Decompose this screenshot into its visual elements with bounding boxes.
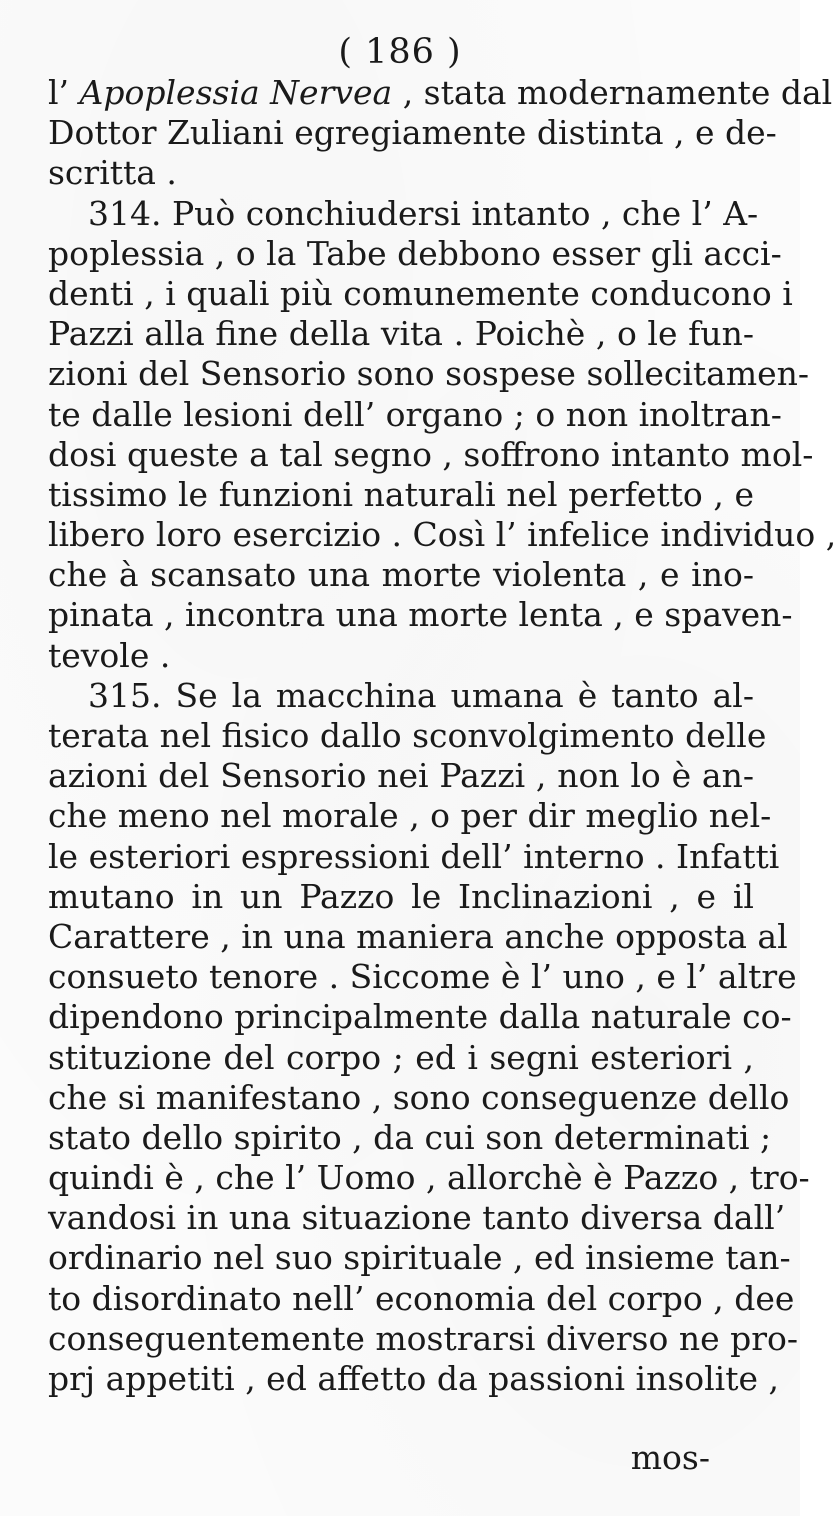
text-line: azioni del Sensorio nei Pazzi , non lo è an- bbox=[48, 756, 754, 796]
text-line: stituzione del corpo ; ed i segni esteriori , bbox=[48, 1037, 754, 1077]
text-line: tevole . bbox=[48, 635, 171, 675]
text-line: l’ Apoplessia Nervea , stata modernamente dal bbox=[48, 73, 833, 112]
text-line: che si manifestano , sono conseguenze dello bbox=[48, 1077, 790, 1117]
text-line: poplessia , o la Tabe debbono esser gli acci- bbox=[48, 233, 782, 273]
text-line: to disordinato nell’ economia del corpo , dee bbox=[48, 1278, 795, 1318]
text-line: vandosi in una situazione tanto diversa dall’ bbox=[48, 1198, 786, 1238]
text-line: prj appetiti , ed affetto da passioni insolite , bbox=[48, 1359, 780, 1398]
text-line: le esteriori espressioni dell’ interno . Infatti bbox=[48, 836, 780, 876]
paragraph-315-start: 315. Se la macchina umana è tanto al- bbox=[88, 675, 754, 715]
text-line: conseguentemente mostrarsi diverso ne pro- bbox=[48, 1318, 799, 1358]
page-number: ( 186 ) bbox=[338, 32, 462, 72]
text-line: che à scansato una morte violenta , e ino- bbox=[48, 555, 754, 595]
text-line: stato dello spirito , da cui son determinati ; bbox=[48, 1117, 772, 1157]
text-line: Carattere , in una maniera anche opposta al bbox=[48, 916, 788, 956]
text-line: pinata , incontra una morte lenta , e spaven- bbox=[48, 595, 793, 635]
text-line: che meno nel morale , o per dir meglio nel- bbox=[48, 796, 772, 836]
text-line: dosi queste a tal segno , soffrono intanto mol- bbox=[48, 434, 814, 474]
text-line: libero loro esercizio . Così l’ infelice individuo , bbox=[48, 515, 836, 555]
text-line: denti , i quali più comunemente conducono i bbox=[48, 273, 793, 313]
text-line: tissimo le funzioni naturali nel perfetto , e bbox=[48, 474, 754, 514]
text-line: te dalle lesioni dell’ organo ; o non inoltran- bbox=[48, 394, 782, 434]
text-line: dipendono principalmente dalla naturale co- bbox=[48, 997, 792, 1037]
text-line: zioni del Sensorio sono sospese sollecitamen- bbox=[48, 354, 810, 394]
text-line: terata nel fisico dallo sconvolgimento delle bbox=[48, 716, 767, 755]
text-line: scritta . bbox=[48, 153, 177, 193]
text-line: Dottor Zuliani egregiamente distinta , e de- bbox=[48, 113, 777, 153]
text-line: ordinario nel suo spirituale , ed insieme tan- bbox=[48, 1238, 791, 1278]
paragraph-314-start: 314. Può conchiudersi intanto , che l’ A- bbox=[88, 193, 759, 233]
body-text bbox=[48, 73, 836, 1399]
text-line: Pazzi alla fine della vita . Poichè , o le fun- bbox=[48, 314, 754, 354]
catchword: mos- bbox=[630, 1438, 710, 1477]
text-line: consueto tenore . Siccome è l’ uno , e l’ altre bbox=[48, 957, 797, 997]
text-line: mutano in un Pazzo le Inclinazioni , e il bbox=[48, 876, 754, 916]
text-line: quindi è , che l’ Uomo , allorchè è Pazzo , tro- bbox=[48, 1158, 810, 1198]
